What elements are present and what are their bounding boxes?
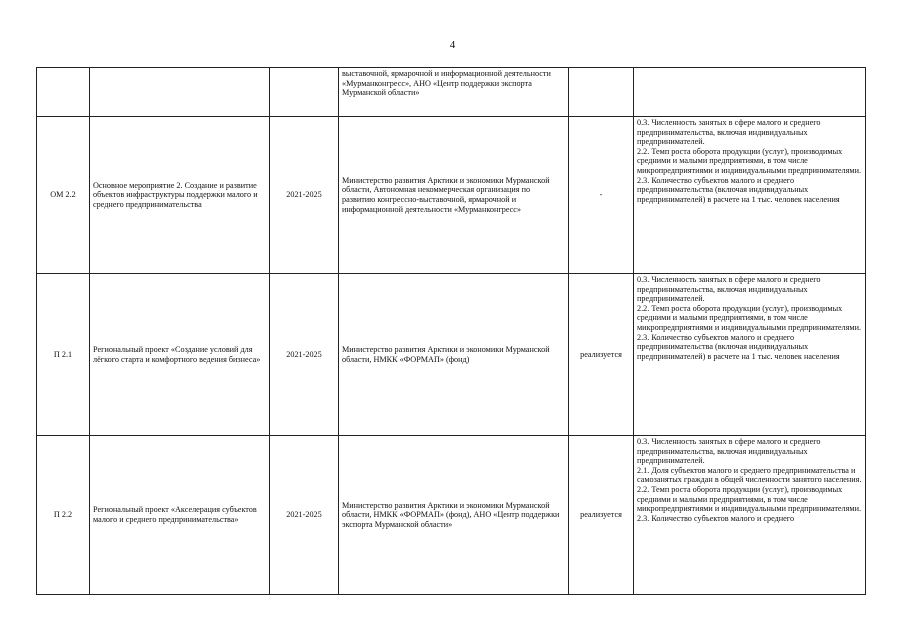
indicators-cell [634, 436, 866, 595]
table-row [37, 117, 866, 274]
name-cell [90, 68, 270, 117]
code-cell: ОМ 2.2 [37, 117, 90, 274]
code-cell: П 2.1 [37, 274, 90, 436]
measures-table [36, 67, 866, 595]
status-cell: реализуется [569, 436, 634, 595]
page-number: 4 [449, 39, 456, 51]
indicator-item: 2.1. Доля субъектов малого и среднего предпринимательства и самозанятых граждан в общей численности занятого населения. [637, 465, 862, 485]
executor-cell: выставочной, ярмарочной и информационной деятельности «Мурманконгресс», АНО «Центр поддержки экспорта Мурманской области» [339, 68, 569, 117]
executor-cell: Министерство развития Арктики и экономики Мурманской области, НМКК «ФОРМАП» (фонд), АНО «Центр поддержки экспорта Мурманской области» [339, 436, 569, 595]
indicator-item: 0.3. Численность занятых в сфере малого и среднего предпринимательства, включая индивидуальных предпринимателей. [637, 118, 821, 147]
indicator-item: 2.2. Темп роста оборота продукции (услуг), производимых средними и малыми предприятиями, в том числе микропредприятиями и индивидуальными предпринимателями. [637, 146, 862, 175]
indicator-item: 2.2. Темп роста оборота продукции (услуг), производимых средними и малыми предприятиями, в том числе микропредприятиями и индивидуальными предпринимателями. [637, 303, 862, 332]
indicators-cell [634, 68, 866, 117]
status-cell [569, 68, 634, 117]
period-cell: 2021-2025 [270, 274, 339, 436]
status-cell: реализуется [569, 274, 634, 436]
indicator-item: 2.3. Количество субъектов малого и среднего предпринимательства (включая индивидуальных предпринимателей) в расчете на 1 тыс. человек населения [637, 332, 840, 361]
period-cell: 2021-2025 [270, 117, 339, 274]
code-cell: П 2.2 [37, 436, 90, 595]
indicator-item: 2.3. Количество субъектов малого и среднего предпринимательства (включая индивидуальных предпринимателей) в расчете на 1 тыс. человек населения [637, 175, 840, 204]
executor-cell: Министерство развития Арктики и экономики Мурманской области, НМКК «ФОРМАП» (фонд) [339, 274, 569, 436]
code-cell [37, 68, 90, 117]
table-row [37, 436, 866, 595]
table-row [37, 274, 866, 436]
indicators-cell [634, 274, 866, 436]
name-cell: Региональный проект «Акселерация субъектов малого и среднего предпринимательства» [90, 436, 270, 595]
table-row-continuation [37, 68, 866, 117]
indicator-item: 0.3. Численность занятых в сфере малого и среднего предпринимательства, включая индивидуальных предпринимателей. [637, 437, 821, 466]
indicator-item: 0.3. Численность занятых в сфере малого и среднего предпринимательства, включая индивидуальных предпринимателей. [637, 275, 821, 304]
indicators-cell [634, 117, 866, 274]
period-cell: 2021-2025 [270, 436, 339, 595]
period-cell [270, 68, 339, 117]
indicator-item: 2.2. Темп роста оборота продукции (услуг), производимых средними и малыми предприятиями, в том числе микропредприятиями и индивидуальными предпринимателями. [637, 484, 862, 514]
indicator-item: 2.3. Количество субъектов малого и среднего [637, 513, 795, 523]
executor-cell: Министерство развития Арктики и экономики Мурманской области, Автономная некоммерческая организация по развитию конгрессно-выставочной, ярмарочной и информационной деятельности «Мурманконгресс» [339, 117, 569, 274]
name-cell: Региональный проект «Создание условий для лёгкого старта и комфортного ведения бизнеса» [90, 274, 270, 436]
name-cell: Основное мероприятие 2. Создание и развитие объектов инфраструктуры поддержки малого и среднего предпринимательства [90, 117, 270, 274]
status-cell: - [569, 117, 634, 274]
